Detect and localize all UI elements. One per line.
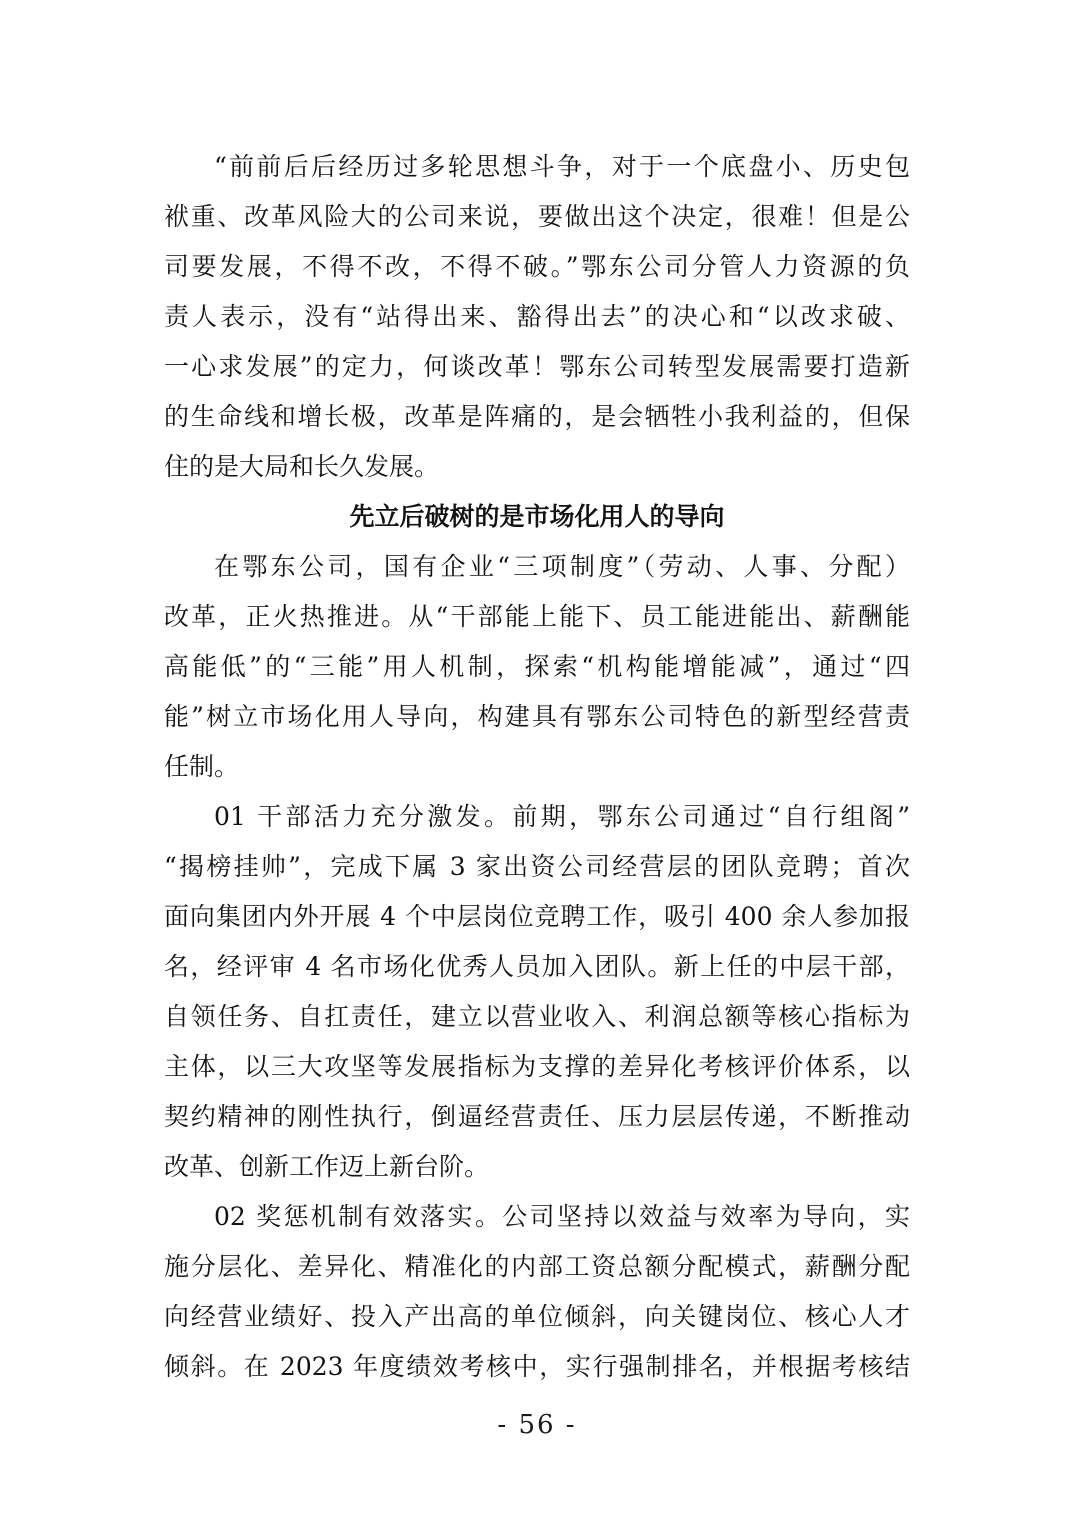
paragraph-line: 改革，正火热推进。从“干部能上能下、员工能进能出、薪酬能 xyxy=(164,602,910,631)
paragraph-line: 住的是大局和长久发展。 xyxy=(164,452,440,481)
paragraph-line: 契约精神的刚性执行，倒逼经营责任、压力层层传递，不断推动 xyxy=(164,1102,910,1131)
paragraph-line: “前前后后经历过多轮思想斗争，对于一个底盘小、历史包 xyxy=(214,152,910,181)
paragraph-line: 改革、创新工作迈上新台阶。 xyxy=(164,1152,490,1181)
page-number: - 56 - xyxy=(497,1410,577,1440)
paragraph-line: 主体，以三大攻坚等发展指标为支撑的差异化考核评价体系，以 xyxy=(164,1052,910,1081)
paragraph-line: 名，经评审 4 名市场化优秀人员加入团队。新上任的中层干部， xyxy=(164,952,910,981)
section-heading: 先立后破树的是市场化用人的导向 xyxy=(349,502,725,531)
paragraph xyxy=(164,792,910,1192)
paragraph-line: 02 奖惩机制有效落实。公司坚持以效益与效率为导向，实 xyxy=(214,1202,910,1231)
paragraph-line: 向经营业绩好、投入产出高的单位倾斜，向关键岗位、核心人才 xyxy=(164,1302,910,1331)
paragraph-line: 01 干部活力充分激发。前期，鄂东公司通过“自行组阁” xyxy=(214,802,910,831)
document-body xyxy=(164,142,910,1392)
paragraph xyxy=(164,1192,910,1392)
paragraph xyxy=(164,542,910,792)
paragraph-line: 的生命线和增长极，改革是阵痛的，是会牺牲小我利益的，但保 xyxy=(164,402,910,431)
paragraph-line: 能”树立市场化用人导向，构建具有鄂东公司特色的新型经营责 xyxy=(164,702,910,731)
paragraph-line: 自领任务、自扛责任，建立以营业收入、利润总额等核心指标为 xyxy=(164,1002,910,1031)
paragraph-line: “揭榜挂帅”，完成下属 3 家出资公司经营层的团队竞聘；首次 xyxy=(164,852,910,881)
paragraph-line: 施分层化、差异化、精准化的内部工资总额分配模式，薪酬分配 xyxy=(164,1252,910,1281)
paragraph-line: 面向集团内外开展 4 个中层岗位竞聘工作，吸引 400 余人参加报 xyxy=(164,902,910,931)
paragraph-line: 袱重、改革风险大的公司来说，要做出这个决定，很难！但是公 xyxy=(164,202,910,231)
paragraph-line: 任制。 xyxy=(164,752,240,781)
paragraph-line: 一心求发展”的定力，何谈改革！鄂东公司转型发展需要打造新 xyxy=(164,352,910,381)
paragraph-line: 在鄂东公司，国有企业“三项制度”（劳动、人事、分配） xyxy=(214,552,910,581)
paragraph-line: 责人表示，没有“站得出来、豁得出去”的决心和“以改求破、 xyxy=(164,302,910,331)
paragraph-line: 高能低”的“三能”用人机制，探索“机构能增能减”，通过“四 xyxy=(164,652,910,681)
paragraph-line: 司要发展，不得不改，不得不破。”鄂东公司分管人力资源的负 xyxy=(164,252,910,281)
paragraph-line: 倾斜。在 2023 年度绩效考核中，实行强制排名，并根据考核结 xyxy=(164,1352,910,1381)
paragraph xyxy=(164,142,910,492)
